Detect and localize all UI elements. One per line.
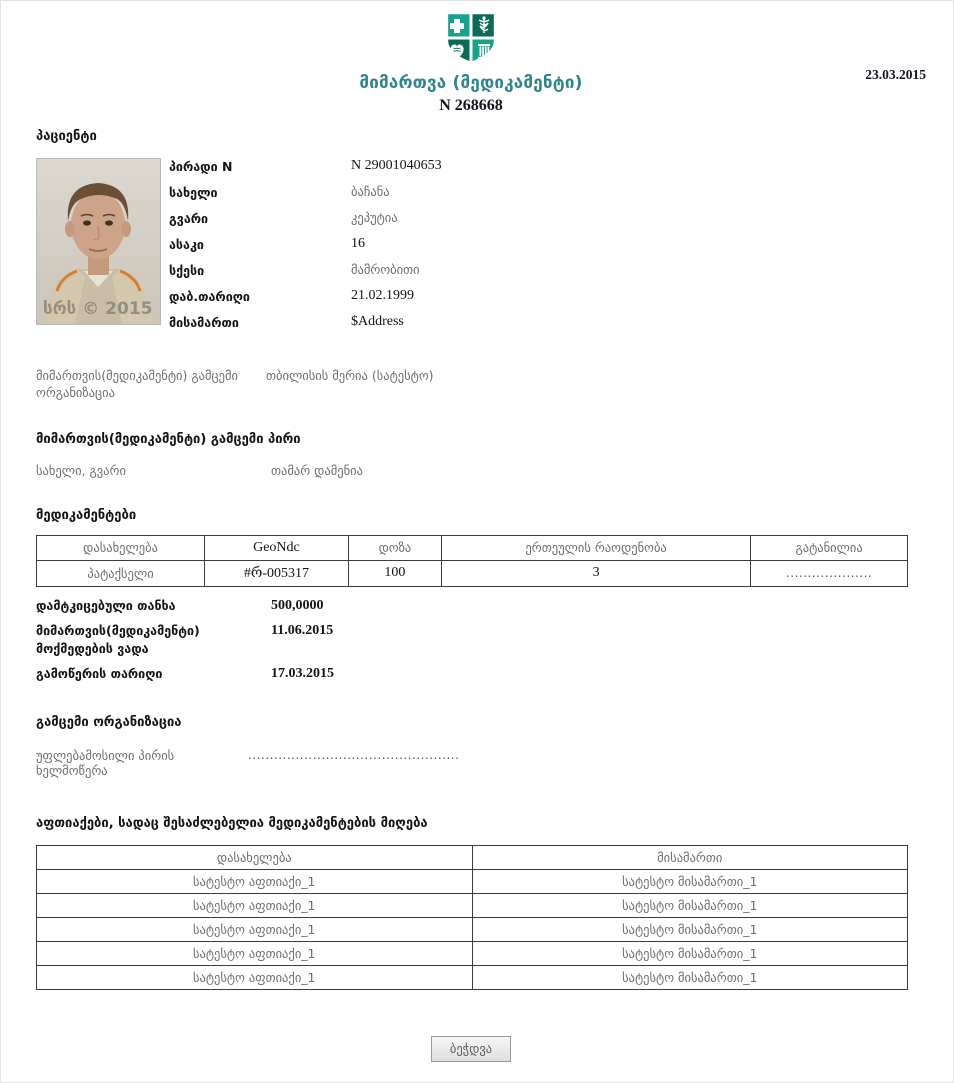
pharmacy-row: [37, 893, 908, 917]
approved-amount-row: [36, 597, 906, 615]
pharmacy-address: სატესტო მისამართი_1: [472, 917, 908, 941]
field-label: გვარი: [169, 211, 209, 226]
patient-field-birth-date: [169, 288, 906, 314]
pharmacy-address: სატესტო მისამართი_1: [472, 869, 908, 893]
patient-field-first-name: [169, 184, 906, 210]
medication-dispensed: ....................: [751, 560, 908, 586]
issuer-org-value: თბილისის მერია (სატესტო): [266, 368, 434, 383]
medication-dose: 100: [348, 560, 441, 586]
col-header-pharmacy-name: დასახელება: [37, 845, 473, 869]
medications-table: [36, 535, 908, 587]
field-label: სქესი: [169, 263, 205, 278]
validity-date-label: მიმართვის(მედიკამენტი) მოქმედების ვადა: [36, 623, 200, 656]
col-header-dispensed: გატანილია: [751, 535, 908, 560]
field-value: მამრობითი: [351, 262, 420, 277]
field-label: მისამართი: [169, 315, 239, 330]
field-value: 21.02.1999: [351, 288, 414, 303]
pharmacy-row: [37, 965, 908, 989]
patient-field-personal-n: [169, 158, 906, 184]
health-ministry-logo: [443, 11, 499, 69]
signature-label: უფლებამოსილი პირის ხელმოწერა: [36, 747, 175, 778]
pharmacy-address: სატესტო მისამართი_1: [472, 965, 908, 989]
field-value: $Address: [351, 314, 404, 329]
medication-name: პატაქსელი: [37, 560, 205, 586]
pharmacies-section-title: აფთიაქები, სადაც შესაძლებელია მედიკამენტების მიღება: [36, 815, 428, 831]
issue-date-value: 17.03.2015: [271, 666, 334, 682]
issuing-org-section-title: გამცემი ორგანიზაცია: [36, 714, 182, 730]
pharmacies-header-row: [37, 845, 908, 869]
field-value: N 29001040653: [351, 158, 442, 173]
patient-section-title: პაციენტი: [36, 129, 97, 144]
issue-date-label: გამოწერის თარიღი: [36, 666, 163, 682]
validity-date-row: [36, 622, 906, 657]
col-header-dose: დოზა: [348, 535, 441, 560]
pharmacy-address: სატესტო მისამართი_1: [472, 893, 908, 917]
pharmacy-name: სატესტო აფთიაქი_1: [37, 893, 473, 917]
pharmacy-name: სატესტო აფთიაქი_1: [37, 869, 473, 893]
field-value: ბაჩანა: [351, 184, 390, 199]
patient-field-age: [169, 236, 906, 262]
issue-date-row: [36, 665, 906, 683]
medications-header-row: [37, 535, 908, 560]
patient-field-address: [169, 314, 906, 340]
medications-section-title: მედიკამენტები: [36, 507, 137, 523]
field-label: სახელი: [169, 185, 218, 200]
document-number: N 268668: [439, 97, 503, 114]
pharmacy-name: სატესტო აფთიაქი_1: [37, 941, 473, 965]
document-page: [1, 1, 953, 1082]
col-header-pharmacy-address: მისამართი: [472, 845, 908, 869]
medication-row: [37, 560, 908, 586]
signature-line: .................................................: [248, 747, 460, 762]
medication-geondc: #რ-005317: [205, 560, 349, 586]
field-value: კეპუტია: [351, 210, 398, 225]
pharmacy-row: [37, 917, 908, 941]
document-header: [36, 9, 926, 115]
pharmacy-name: სატესტო აფთიაქი_1: [37, 965, 473, 989]
patient-fields: [169, 158, 906, 340]
document-title: მიმართვა (მედიკამენტი): [359, 73, 583, 93]
col-header-name: დასახელება: [37, 535, 205, 560]
field-label: ასაკი: [169, 237, 204, 252]
print-button[interactable]: ბეჭდვა: [431, 1036, 511, 1062]
patient-photo-image: [37, 159, 160, 324]
issuer-person-row: [36, 463, 906, 478]
signature-row: [36, 748, 906, 778]
patient-photo: [36, 158, 161, 325]
patient-field-last-name: [169, 210, 906, 236]
field-value: 16: [351, 236, 365, 251]
pharmacy-address: სატესტო მისამართი_1: [472, 941, 908, 965]
pharmacy-row: [37, 869, 908, 893]
field-label: დაბ.თარიღი: [169, 289, 250, 304]
issuer-org-row: [36, 368, 906, 402]
issuer-person-value: თამარ დამენია: [271, 462, 363, 478]
issuer-org-label: მიმართვის(მედიკამენტი) გამცემი ორგანიზაცია: [36, 368, 238, 400]
approved-amount-value: 500,0000: [271, 597, 324, 613]
col-header-geondc: GeoNdc: [205, 535, 349, 560]
photo-watermark: სრს © 2015: [43, 299, 153, 319]
issuer-person-section-title: მიმართვის(მედიკამენტი) გამცემი პირი: [36, 431, 301, 447]
issuer-person-label: სახელი, გვარი: [36, 462, 126, 478]
pharmacies-table: [36, 845, 908, 990]
pharmacy-name: სატესტო აფთიაქი_1: [37, 917, 473, 941]
field-label: პირადი N: [169, 159, 233, 174]
patient-field-sex: [169, 262, 906, 288]
shield-logo-icon: [443, 11, 499, 65]
patient-block: [36, 158, 906, 340]
medication-quantity: 3: [441, 560, 750, 586]
approved-amount-label: დამტკიცებული თანხა: [36, 597, 176, 613]
document-date: 23.03.2015: [865, 67, 926, 82]
footer: [36, 1036, 906, 1062]
col-header-quantity: ერთეულის რაოდენობა: [441, 535, 750, 560]
validity-date-value: 11.06.2015: [271, 623, 334, 639]
summary-block: [36, 597, 906, 683]
pharmacy-row: [37, 941, 908, 965]
